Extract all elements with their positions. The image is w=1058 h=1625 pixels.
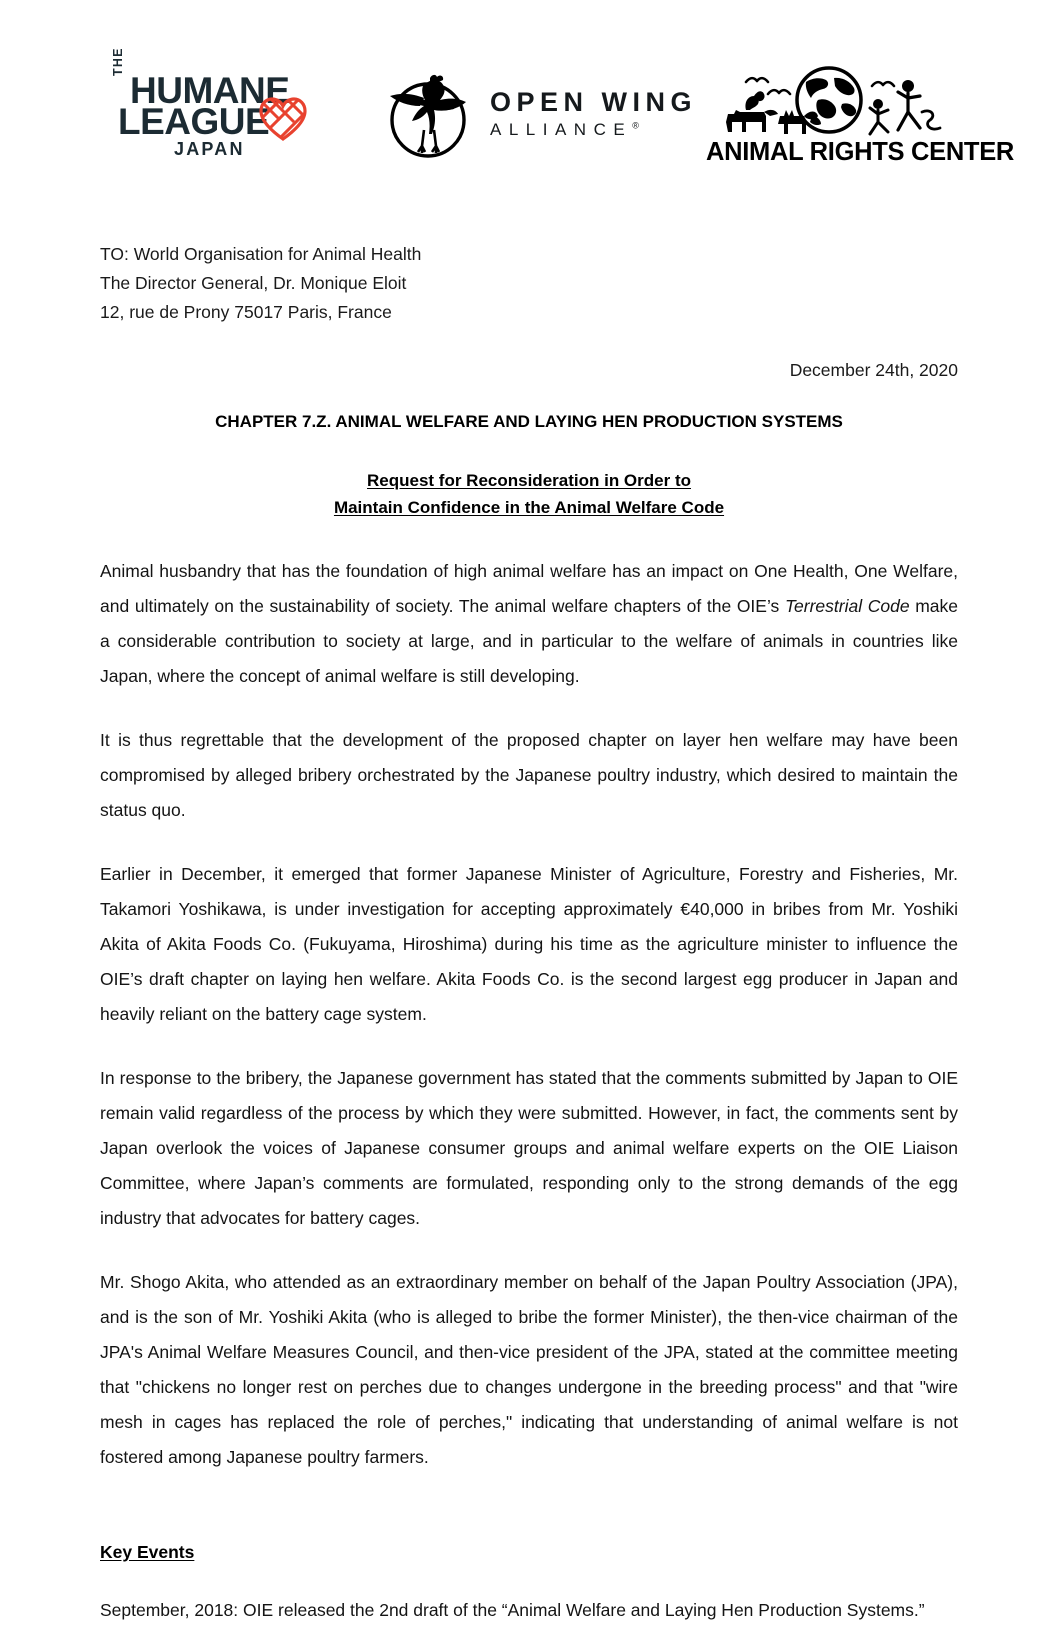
- animal-rights-center-logo: [706, 64, 1015, 174]
- open-wing-alliance-logo: [382, 64, 698, 164]
- paragraph-1: [100, 554, 958, 694]
- terrestrial-code-italic: Terrestrial Code: [784, 596, 910, 616]
- animal-rights-center-wordmark: ANIMAL RIGHTS CENTER: [706, 138, 1015, 166]
- alliance-line: [490, 119, 697, 140]
- paragraph-3: Earlier in December, it emerged that former Japanese Minister of Agriculture, Forestry and Fisheries, Mr. Takamori Yoshikawa, is under investigation for accepting approximately €40,000 in bribes from Mr. Yoshiki Akita of Akita Foods Co. (Fukuyama, Hiroshima) during his time as the agriculture minister to influence the OIE’s draft chapter on laying hen welfare. Akita Foods Co. is the second largest egg producer in Japan and heavily reliant on the battery cage system.: [100, 864, 958, 1024]
- humane-league-japan-logo: [111, 47, 312, 160]
- letter-body: [100, 240, 958, 1625]
- paragraph-2: It is thus regrettable that the development of the proposed chapter on layer hen welfare may have been compromised by alleged bribery orchestrated by the Japanese poultry industry, which desired to maintain the status quo.: [100, 730, 958, 820]
- humane-league-league-text: LEAGUE: [118, 101, 270, 142]
- recipient-line-1: TO: World Organisation for Animal Health: [100, 244, 422, 264]
- key-events-heading: [100, 1537, 958, 1567]
- subtitle-line-1: Request for Reconsideration in Order to: [367, 471, 691, 490]
- chapter-title: CHAPTER 7.Z. ANIMAL WELFARE AND LAYING HEN PRODUCTION SYSTEMS: [215, 412, 843, 431]
- recipient-line-2: The Director General, Dr. Monique Eloit: [100, 273, 407, 293]
- humane-league-humane-text: HUMANE: [130, 70, 290, 111]
- logo-header: [0, 48, 1058, 178]
- globe-animals-people-icon: [706, 64, 952, 142]
- chicken-in-circle-icon: [382, 64, 482, 160]
- recipient-block: [100, 240, 958, 327]
- subtitle-line-2: Maintain Confidence in the Animal Welfare Code: [333, 498, 725, 517]
- open-wing-alliance-wordmark: [490, 88, 697, 141]
- paragraph-1-part-a: Animal husbandry that has the foundation of high animal welfare has an impact on One Health, One Welfare, and ultimately on the sustainability of society. The animal welfare chapters of the OIE’s: [100, 561, 958, 616]
- letter-subtitle: [100, 467, 958, 521]
- humane-league-japan-text: JAPAN: [174, 139, 245, 159]
- lattice-heart-icon: [260, 98, 306, 140]
- open-wing-line: OPEN WING: [490, 87, 698, 117]
- paragraph-5: Mr. Shogo Akita, who attended as an extraordinary member on behalf of the Japan Poultry Association (JPA), and is the son of Mr. Yoshiki Akita (who is alleged to bribe the former Minister), the then-vice chairman of the JPA's Animal Welfare Measures Council, and then-vice president of the JPA, stated at the committee meeting that "chickens no longer rest on perches due to changes undergone in the breeding process" and that "wire mesh in cages has replaced the role of perches," indicating that understanding of animal welfare is not fostered among Japanese poultry farmers.: [100, 1272, 958, 1467]
- humane-league-the-text: THE: [111, 47, 125, 76]
- recipient-line-3: 12, rue de Prony 75017 Paris, France: [100, 302, 392, 322]
- paragraph-1-part-b: make a considerable contribution to society at large, and in particular to the welfare of animals in countries like Japan, where the concept of animal welfare is still developing.: [100, 596, 958, 686]
- key-event-item-1: September, 2018: OIE released the 2nd draft of the “Animal Welfare and Laying Hen Production Systems.”: [100, 1600, 925, 1620]
- key-events-heading-text: Key Events: [100, 1542, 195, 1562]
- registered-mark: ®: [632, 120, 639, 131]
- alliance-text: ALLIANCE: [490, 120, 633, 140]
- paragraph-4: In response to the bribery, the Japanese government has stated that the comments submitted by Japan to OIE remain valid regardless of the process by which they were submitted. However, in fact, the comments sent by Japan overlook the voices of Japanese consumer groups and animal welfare experts on the OIE Liaison Committee, where Japan’s comments are formulated, responding only to the strong demands of the egg industry that advocates for battery cages.: [100, 1068, 958, 1228]
- letter-date: December 24th, 2020: [789, 360, 958, 380]
